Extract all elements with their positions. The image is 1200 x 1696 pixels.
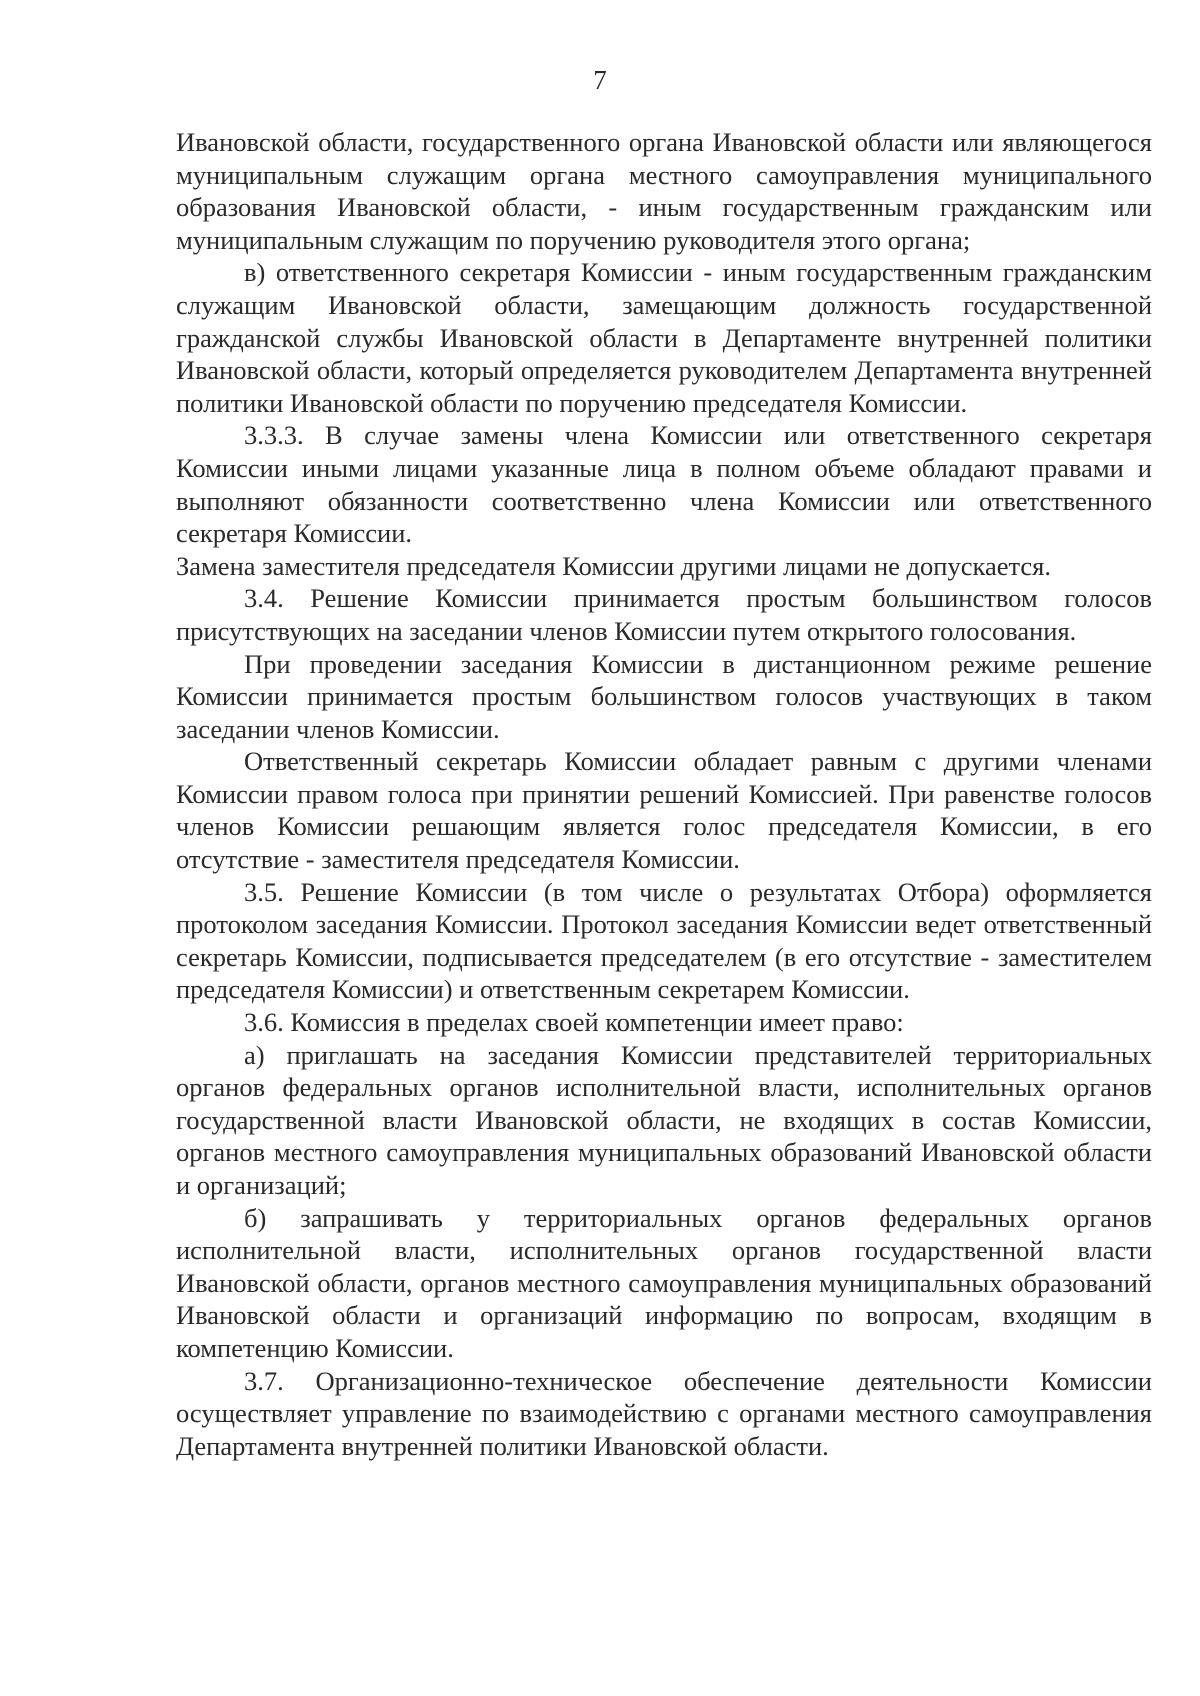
paragraph-secretary-vote: Ответственный секретарь Комиссии обладает равным с другими членами Комиссии правом голоса при принятии решений Комиссией. При равенстве голосов членов Комиссии решающим является голос председателя Комиссии, в его отсутствие - заместителя председателя Комиссии. — [176, 746, 1152, 875]
document-body — [176, 126, 1152, 1462]
paragraph-item-v-secretary-replacement: в) ответственного секретаря Комиссии - иным государственным гражданским служащим Ивановской области, замещающим должность государственной гражданской службы Ивановской области в Департаменте внутренней политики Ивановской области, который определяется руководителем Департамента внутренней политики Ивановской области по поручению председателя Комиссии. — [176, 257, 1152, 418]
paragraph-3-6-b: б) запрашивать у территориальных органов федеральных органов исполнительной власти, исполнительных органов государственной власти Ивановской области, органов местного самоуправления муниципальных образований Ивановской области и организаций информацию по вопросам, входящим в компетенцию Комиссии. — [176, 1202, 1152, 1363]
paragraph-3-7: 3.7. Организационно-техническое обеспечение деятельности Комиссии осуществляет управление по взаимодействию с органами местного самоуправления Департамента внутренней политики Ивановской области. — [176, 1365, 1152, 1461]
paragraph-3-5: 3.5. Решение Комиссии (в том числе о результатах Отбора) оформляется протоколом заседания Комиссии. Протокол заседания Комиссии ведет ответственный секретарь Комиссии, подписывается председателем (в его отсутствие - заместителем председателя Комиссии) и ответственным секретарем Комиссии. — [176, 876, 1152, 1005]
paragraph-remote-meeting: При проведении заседания Комиссии в дистанционном режиме решение Комиссии принимается простым большинством голосов участвующих в таком заседании членов Комиссии. — [176, 648, 1152, 744]
paragraph-deputy-replacement: Замена заместителя председателя Комиссии другими лицами не допускается. — [176, 550, 1051, 581]
paragraph-3-6-a: а) приглашать на заседания Комиссии представителей территориальных органов федеральных органов исполнительной власти, исполнительных органов государственной власти Ивановской области, не входящих в состав Комиссии, органов местного самоуправления муниципальных образований Ивановской области и организаций; — [176, 1039, 1152, 1200]
page-number: 7 — [593, 65, 607, 95]
paragraph-3-4: 3.4. Решение Комиссии принимается простым большинством голосов присутствующих на заседании членов Комиссии путем открытого голосования. — [176, 583, 1152, 646]
paragraph-3-3-3: 3.3.3. В случае замены члена Комиссии или ответственного секретаря Комиссии иными лицами указанные лица в полном объеме обладают правами и выполняют обязанности соответственно члена Комиссии или ответственного секретаря Комиссии. — [176, 420, 1152, 549]
paragraph-continuation: Ивановской области, государственного органа Ивановской области или являющегося муниципальным служащим органа местного самоуправления муниципального образования Ивановской области, - иным государственным гражданским или муниципальным служащим по поручению руководителя этого органа; — [176, 127, 1152, 255]
paragraph-3-6: 3.6. Комиссия в пределах своей компетенции имеет право: — [244, 1007, 904, 1038]
